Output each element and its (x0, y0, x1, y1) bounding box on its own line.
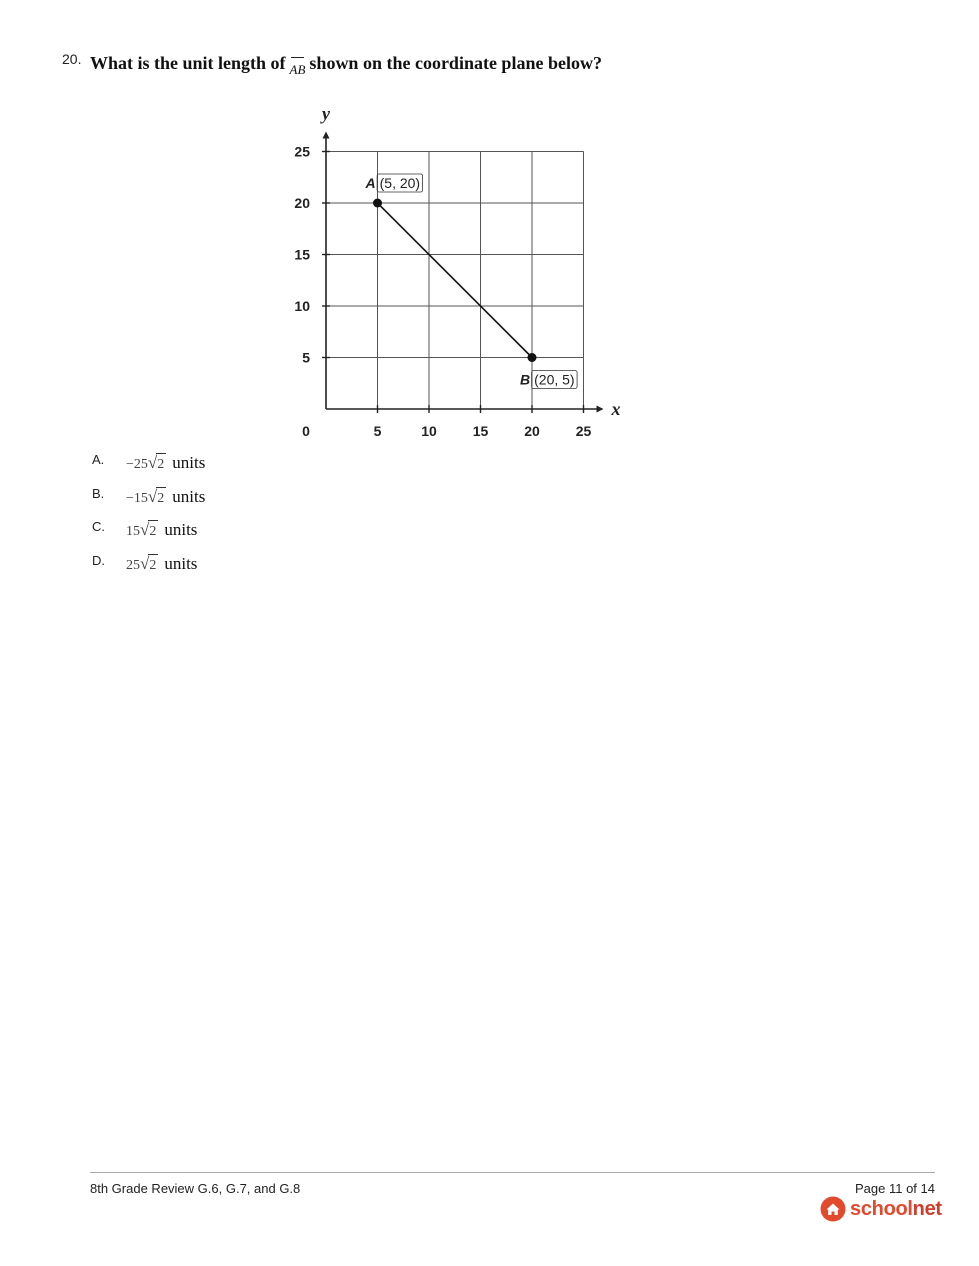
house-icon (820, 1196, 846, 1222)
origin-label: 0 (302, 423, 310, 439)
coefficient: 25 (133, 457, 148, 472)
unit-text: units (164, 520, 198, 539)
choice-letter: B. (92, 485, 105, 501)
choice-expression (126, 486, 205, 510)
segment-ab (378, 203, 533, 358)
x-tick-label: 25 (575, 423, 592, 439)
unit-text: units (172, 453, 206, 472)
x-axis-label: x (611, 399, 621, 419)
radical: √2 (140, 519, 158, 543)
negative-sign: − (126, 490, 134, 506)
schoolnet-logo (820, 1194, 942, 1224)
y-tick-label: 25 (294, 143, 310, 160)
footer-course-title: 8th Grade Review G.6, G.7, and G.8 (90, 1181, 301, 1196)
choice-expression (126, 519, 197, 543)
radicand: 2 (156, 487, 166, 510)
footer-divider (90, 1172, 935, 1173)
question-text (90, 52, 602, 76)
point-coordinates: (20, 5) (534, 371, 575, 388)
radicand: 2 (148, 520, 158, 543)
coordinate-plane (280, 100, 640, 450)
y-axis-arrow-icon (323, 132, 330, 139)
radicand: 2 (148, 554, 158, 577)
coefficient: 15 (133, 490, 148, 506)
question-text-after: shown on the coordinate plane below? (309, 53, 602, 73)
logo-text-school: school (850, 1197, 913, 1220)
x-tick-label: 5 (373, 423, 382, 439)
point-b (528, 353, 537, 362)
x-tick-label: 20 (524, 423, 540, 439)
unit-text: units (164, 553, 198, 573)
segment-label: AB (290, 57, 306, 81)
y-axis-label: y (322, 103, 330, 124)
point-label-b (520, 372, 575, 388)
point-name: A (365, 175, 376, 191)
question-number: 20. (62, 51, 82, 67)
y-tick-label: 5 (302, 349, 310, 366)
choice-letter: A. (92, 452, 105, 467)
choice-expression (126, 553, 197, 577)
choice-letter: D. (92, 552, 105, 568)
x-tick-label: 10 (421, 423, 437, 439)
radicand: 2 (156, 453, 166, 476)
point-coordinates: (5, 20) (379, 175, 421, 191)
coefficient: 15 (126, 524, 140, 539)
logo-text-net: net (912, 1197, 942, 1220)
logo-text (850, 1198, 942, 1221)
question-text-before: What is the unit length of (90, 53, 286, 73)
y-tick-label: 15 (294, 246, 310, 263)
unit-text: units (172, 486, 206, 506)
x-axis-arrow-icon (597, 406, 604, 413)
y-tick-label: 20 (294, 195, 310, 211)
y-tick-label: 10 (294, 298, 310, 314)
radical: √2 (148, 486, 166, 510)
negative-sign: − (126, 457, 134, 472)
coefficient: 25 (126, 557, 140, 573)
point-a (373, 199, 382, 208)
footer-page-number: Page 11 of 14 (855, 1181, 935, 1196)
radical: √2 (148, 452, 166, 476)
x-tick-label: 15 (472, 423, 489, 439)
choice-expression (126, 452, 205, 476)
choice-letter: C. (92, 519, 105, 534)
point-name: B (520, 371, 531, 388)
radical: √2 (140, 553, 158, 577)
segment-group (365, 174, 578, 389)
point-label-a (365, 175, 421, 191)
